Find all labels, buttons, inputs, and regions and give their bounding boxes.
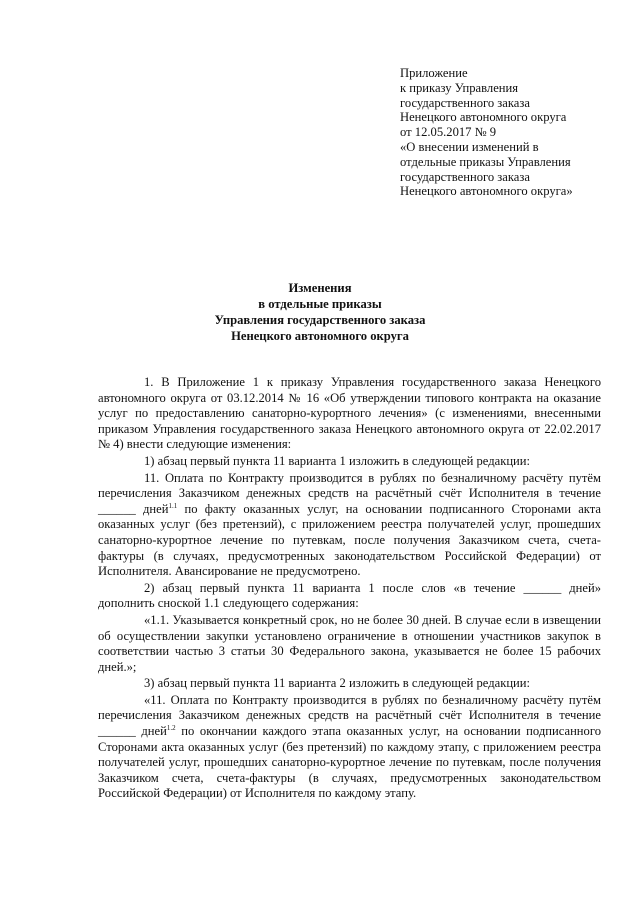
clause-text-start: «11. Оплата по Контракту производится в рублях по безналичному расчёту путём перечисления Заказчиком денежных средств на расчётный счёт Исполнителя в течение ______ дней (98, 692, 601, 739)
footnote-ref: 1.2 (166, 723, 176, 732)
document-body (98, 375, 601, 802)
title-line: Изменения (288, 281, 352, 295)
paragraph-item-1: 1. В Приложение 1 к приказу Управления государственного заказа Ненецкого автономного округа от 03.12.2014 № 16 «Об утверждении типового контракта на оказание услуг по предоставлению санаторно-курортного лечения» (с изменениями, внесенными приказом Управления государственного заказа Ненецкого автономного округа от 22.02.2017 № 4) внести следующие изменения: (98, 375, 601, 452)
paragraph-subitem-3: 3) абзац первый пункта 11 варианта 2 изложить в следующей редакции: (144, 676, 531, 691)
appendix-line: государственного заказа (400, 169, 530, 184)
appendix-line: «О внесении изменений в (400, 139, 539, 154)
paragraph-subitem-2: 2) абзац первый пункта 11 варианта 1 после слов «в течение ______ дней» дополнить сноской 1.1 следующего содержания: (98, 580, 601, 611)
title-line: Управления государственного заказа (214, 313, 426, 327)
title-line: Ненецкого автономного округа (231, 329, 409, 343)
paragraph-footnote-1-1: «1.1. Указывается конкретный срок, но не более 30 дней. В случае если в извещении об осуществлении закупки установлено ограничение в отношении участников закупок в соответствии частью 3 статьи 30 Федерального закона, указывается не более 15 рабочих дней.»; (98, 612, 601, 674)
clause-text-end: по факту оказанных услуг, на основании подписанного Сторонами акта оказанных услуг (без претензий), с приложением реестра получателей услуг, прошедших санаторно-курортное лечение по путевкам, после получения Заказчиком счета, счета-фактуры (в случаях, предусмотренных законодательством Российской Федерации) от Исполнителя. Авансирование не предусмотрено. (98, 501, 602, 579)
appendix-line: к приказу Управления (400, 80, 519, 95)
document-title (0, 280, 640, 344)
appendix-header (400, 66, 630, 199)
paragraph-subitem-1: 1) абзац первый пункта 11 варианта 1 изложить в следующей редакции: (144, 453, 531, 468)
clause-text-end: по окончании каждого этапа оказанных услуг, на основании подписанного Сторонами акта оказанных услуг (без претензий) по каждому этапу, с приложением реестра получателей услуг, прошедших санаторно-курортное лечение по путевкам, после получения Заказчиком счета, счета-фактуры (в случаях, предусмотренных законодательством Российской Федерации) от Исполнителя по каждому этапу. (98, 724, 601, 801)
paragraph-clause-11-v1 (98, 471, 601, 580)
paragraph-clause-11-v2 (98, 693, 601, 802)
appendix-line: государственного заказа (400, 95, 530, 110)
appendix-line: Ненецкого автономного округа (400, 110, 567, 125)
appendix-line: отдельные приказы Управления (400, 154, 571, 169)
appendix-line: от 12.05.2017 № 9 (400, 125, 497, 140)
title-line: в отдельные приказы (258, 297, 382, 311)
appendix-line: Приложение (400, 66, 468, 80)
clause-text-start: 11. Оплата по Контракту производится в рублях по безналичному расчёту путём перечисления Заказчиком денежных средств на расчётный счёт Исполнителя в течение ______ дней (98, 470, 601, 516)
footnote-ref: 1.1 (168, 501, 178, 510)
appendix-line: Ненецкого автономного округа» (400, 184, 573, 199)
